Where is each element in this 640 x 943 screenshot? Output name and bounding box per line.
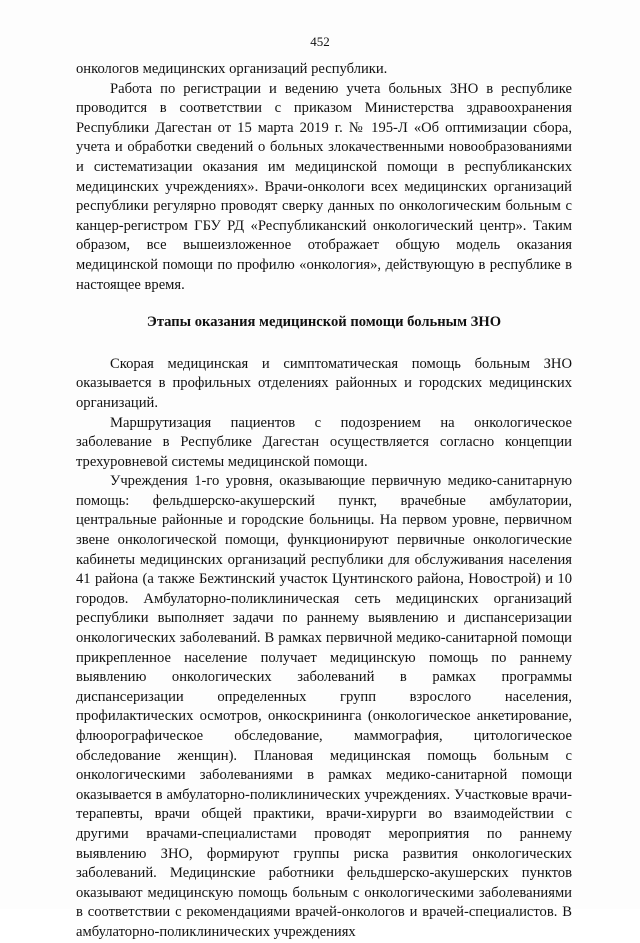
paragraph-emergency-care: Скорая медицинская и симптоматическая помощь больным ЗНО оказывается в профильных отделениях районных и городских медицинских организаций. bbox=[76, 355, 572, 411]
section-heading: Этапы оказания медицинской помощи больным ЗНО bbox=[146, 314, 502, 331]
paragraph-first-level: Учреждения 1-го уровня, оказывающие первичную медико-санитарную помощь: фельдшерско-акушерский пункт, врачебные амбулатории, центральные районные и городские больницы. На первом уровне, первичном звене онкологической помощи, функционируют первичные онкологические кабинеты медицинских организаций республики для обслуживания населения 41 района (а также Бежтинский участок Цунтинского района, Новострой) и 10 городов. Амбулаторно-поликлиническая сеть медицинских организаций республики выполняет задачи по раннему выявлению и диспансеризации онкологических заболеваний. В рамках первичной медико-санитарной помощи прикрепленное население получает медицинскую помощь по раннему выявлению онкологических заболеваний в рамках программы диспансеризации определенных групп взрослого населения, профилактических осмотров, онкоскрининга (онкологическое анкетирование, флюорографическое обследование, маммография, цитологическое обследование женщин). Плановая медицинская помощь больным с онкологическими заболеваниями в рамках медико-санитарной помощи оказывается в амбулаторно-поликлинических учреждениях. Участковые врачи-терапевты, врачи общей практики, врачи-хирурги во взаимодействии с другими врачами-специалистами проводят мероприятия по раннему выявлению ЗНО, формируют группы риска развития онкологических заболеваний. Медицинские работники фельдшерско-акушерских пунктов оказывают медицинскую помощь больным с онкологическими заболеваниями в соответствии с рекомендациями врачей-онкологов и врачей-специалистов. В амбулаторно-поликлинических учреждениях bbox=[76, 473, 572, 940]
page-number: 452 bbox=[310, 34, 330, 49]
document-body bbox=[76, 60, 572, 943]
paragraph-registration: Работа по регистрации и ведению учета больных ЗНО в республике проводится в соответствии с приказом Министерства здравоохранения Республики Дагестан от 15 марта 2019 г. № 195-Л «Об оптимизации сбора, учета и обработки сведений о больных злокачественными новообразованиями и систематизации оказания им медицинской помощи в республиканских медицинских учреждениях». Врачи-онкологи всех медицинских организаций республики регулярно проводят сверку данных по онкологическим больным с канцер-регистром ГБУ РД «Республиканский онкологический центр». Таким образом, все вышеизложенное отображает общую модель оказания медицинской помощи по профилю «онкология», действующую в республике в настоящее время. bbox=[76, 80, 572, 293]
paragraph-continuation: онкологов медицинских организаций республики. bbox=[76, 61, 388, 77]
paragraph-routing: Маршрутизация пациентов с подозрением на онкологическое заболевание в Республике Дагестан осуществляется согласно концепции трехуровневой системы медицинской помощи. bbox=[76, 414, 572, 470]
